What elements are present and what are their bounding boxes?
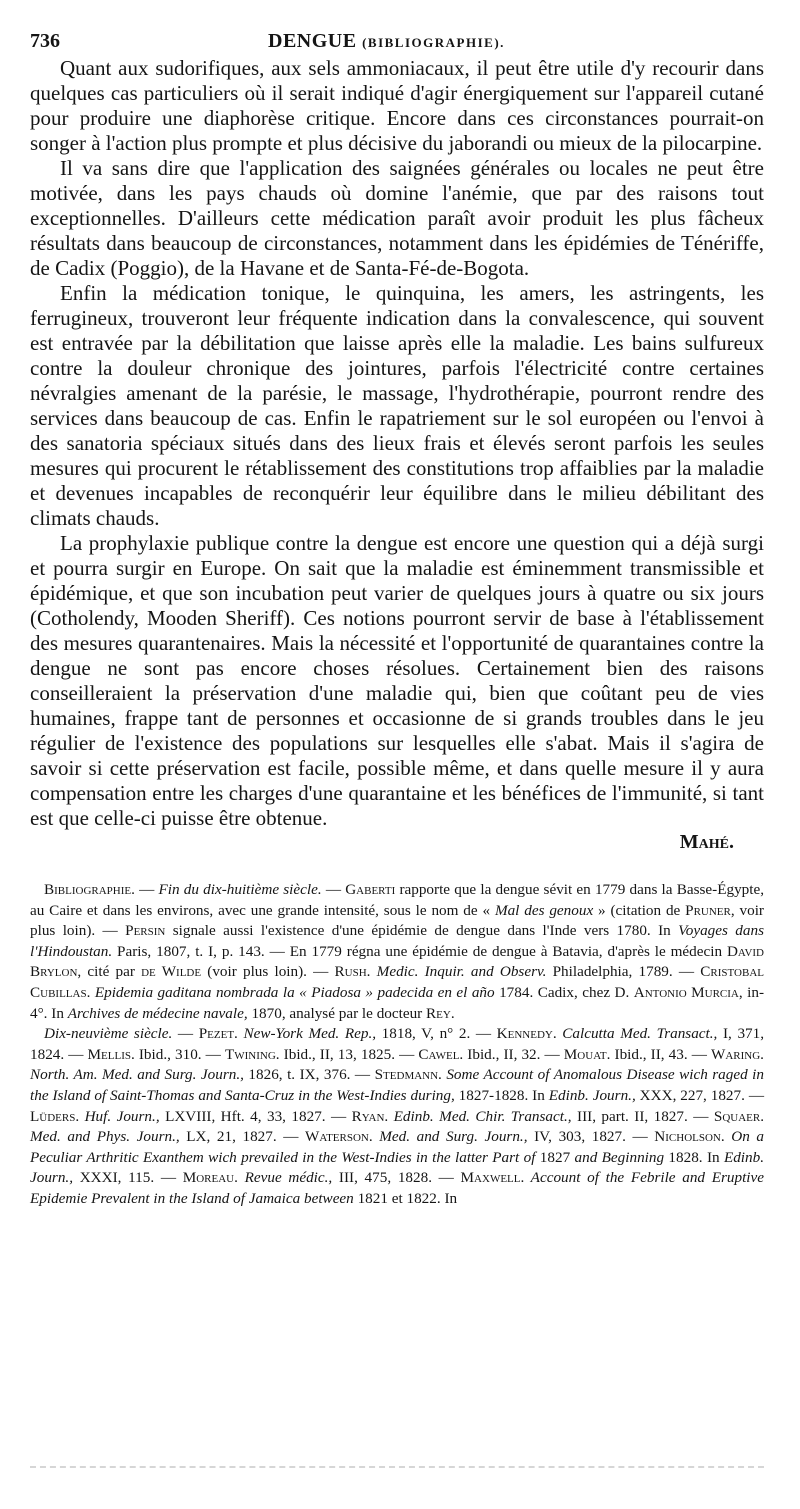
bibliography-segment: Paris, 1807, t. I, p. 143. — En 1779 régna une épidémie de dengue à Batavia, d'après le médecin [112,942,727,960]
bibliography-segment: XXX, 227, 1827. — [635,1086,765,1104]
bibliography-segment: Rey. [426,1004,455,1022]
running-head [268,30,505,53]
bibliography-segment: Ibid., II, 32. — [463,1045,564,1063]
bibliography-19th-century [30,1024,764,1209]
bibliography [30,880,764,1210]
bibliography-segment: Pruner [685,901,731,919]
bibliography-segment: , cité par [77,963,142,981]
bibliography-segment: and Beginning [574,1148,665,1166]
signature-line [30,831,764,854]
bibliography-segment: I, 371, 1824. — [30,1025,765,1063]
bibliography-segment: — [172,1025,199,1043]
bibliography-segment: Edinb. Med. Chir. Transact., [388,1107,572,1125]
bibliography-segment: Moreau. [182,1169,238,1187]
bibliography-segment: Mellis. [87,1045,135,1063]
bibliography-segment: Lüders. [30,1107,80,1125]
paragraph-medication-tonique: Enfin la médication tonique, le quinquina, les amers, les astringents, les ferrugineux, trouveront leur fréquente indication dans la convalescence, qui souvent est entravée par la débilitation que laisse après elle la maladie. Les bains sulfureux contre la douleur chronique des jointures, parfois l'électricité contre certaines névralgies amenant de la parésie, le massage, l'hydrothérapie, pourront rendre des services dans beaucoup de cas. Enfin le rapatriement sur le sol européen ou l'envoi à des sanatoria spéciaux situés dans des lieux frais et élevés seront parfois les seules mesures qui procurent le rétablissement des constitutions trop affaiblies par la maladie et devenues incapables de reconquérir leur équilibre dans le milieu débilitant des climats chauds. [30,281,764,530]
bibliography-segment: North. Am. Med. and Surg. Journ., [30,1066,244,1084]
bibliography-segment: Ibid., 310. — [134,1045,225,1063]
running-subtitle: (BIBLIOGRAPHIE). [362,35,505,50]
bibliography-segment: Cawel. [418,1045,464,1063]
bibliography-segment: 1826, t. IX, 376. — [243,1066,375,1084]
bibliography-segment: Dix-neuvième siècle. [44,1025,173,1043]
bibliography-segment: (voir plus loin). — [201,963,335,981]
bibliography-segment: 1827-1828. In [454,1086,549,1104]
bibliography-segment: Antonio Murcia [633,983,739,1001]
bibliography-segment: LX, 21, 1827. — [179,1128,306,1146]
bibliography-segment: Squaer. [713,1107,765,1125]
bibliography-segment: Twining. [224,1045,280,1063]
bibliography-segment: Persin [125,922,166,940]
bibliography-segment: Ibid., II, 43. — [610,1045,712,1063]
bibliography-segment: Kennedy. [496,1025,557,1043]
page-number: 736 [30,30,60,52]
bibliography-segment: Bibliographie. — [44,881,159,898]
bibliography-segment: , in-4°. In [30,983,765,1022]
bibliography-segment: LXVIII, Hft. 4, 33, 1827. — [159,1107,352,1125]
bibliography-segment: Gaberti [345,881,396,898]
bibliography-segment: On a Peculiar Arthritic Exanthem wich prevailed in the West-Indies in the latter Part of [30,1128,765,1166]
bibliography-segment: Edinb. Journ., [548,1086,636,1104]
running-header [30,24,764,52]
bibliography-segment: Mal des genoux [494,901,594,919]
bibliography-segment: XXXI, 115. — [73,1169,183,1187]
bibliography-segment: — [321,881,346,898]
bibliography-segment: Fin du dix-huitième siècle. [158,881,322,898]
page [30,24,764,1210]
bibliography-segment: , voir plus loin). — [30,901,764,940]
paragraph-sudorifiques: Quant aux sudorifiques, aux sels ammoniacaux, il peut être utile d'y recourir dans quelques cas particuliers où il serait indiqué d'agir énergiquement sur l'appareil cutané pour produire une diaphorèse critique. Encore dans ces circonstances pourrait-on songer à l'action plus prompte et plus décisive du jaborandi ou mieux de la pilocarpine. [30,56,764,155]
bibliography-segment: Account of the Febrile and Eruptive Epidemie Prevalent in the Island of Jamaica between [30,1169,764,1207]
bibliography-segment: Archives de médecine navale, [67,1004,248,1022]
bibliography-segment: Voyages dans l'Hindoustan. [30,922,764,960]
bibliography-segment: Waring. [711,1045,764,1063]
bibliography-18th-century [30,880,764,1024]
bibliography-segment: Epidemia gaditana nombrada la « Piadosa » padecida en el año [90,983,495,1001]
bibliography-segment: signale aussi l'existence d'une épidémie de dengue dans l'Inde vers 1780. In [165,922,679,940]
bibliography-segment: Revue médic., [237,1169,333,1187]
bibliography-segment: Ryan. [351,1107,389,1125]
bibliography-segment: Medic. Inquir. and Observ. [370,963,547,981]
bibliography-segment: Maxwell. [460,1169,525,1187]
bibliography-segment: 1870, analysé par le docteur [247,1004,427,1022]
bibliography-segment: » (citation de [593,901,686,919]
bibliography-segment: IV, 303, 1827. — [527,1128,655,1146]
author-signature: Mahé. [679,831,734,853]
bibliography-segment: III, 475, 1828. — [332,1169,461,1187]
bibliography-segment: Cristobal Cubillas. [30,963,764,1001]
bibliography-segment: Nicholson. [654,1128,725,1146]
scan-artifact-line [30,1466,764,1472]
bibliography-segment: Calcutta Med. Transact., [556,1025,718,1043]
bibliography-segment: Philadelphia, 1789. — [546,963,701,981]
bibliography-segment: de Wilde [141,963,202,981]
bibliography-segment: Waterson. [305,1128,373,1146]
paragraph-saignees: Il va sans dire que l'application des saignées générales ou locales ne peut être motivée, dans les pays chauds où domine l'anémie, que par des raisons tout exceptionnelles. D'ailleurs cette médication paraît avoir produit les plus fâcheux résultats dans beaucoup de circonstances, notamment dans les épidémies de Ténériffe, de Cadix (Poggio), de la Havane et de Santa-Fé-de-Bogota. [30,156,764,280]
bibliography-segment: rapporte que la dengue sévit en 1779 dans la Basse-Égypte, au Caire et dans les environs, avec une grande intensité, sous le nom de « [30,881,765,919]
bibliography-segment: III, part. II, 1827. — [571,1107,714,1125]
main-text [30,56,764,854]
bibliography-segment: 1818, V, n° 2. — [376,1025,497,1043]
bibliography-segment: 1828. In [664,1148,724,1166]
bibliography-segment: 1821 et 1822. In [353,1189,458,1207]
running-title: DENGUE [268,30,357,52]
bibliography-segment: Some Account of Anomalous Disease wich raged in the Island of Saint-Thomas and Santa-Cruz in the West-Indies during, [30,1066,764,1104]
bibliography-segment: Ibid., II, 13, 1825. — [279,1045,419,1063]
bibliography-segment: 1827 [535,1148,575,1166]
bibliography-segment: Pezet. [198,1025,238,1043]
bibliography-segment: Med. and Surg. Journ., [372,1128,528,1146]
bibliography-segment: Huf. Journ., [79,1107,160,1125]
paragraph-prophylaxie: La prophylaxie publique contre la dengue est encore une question qui a déjà surgi et pourra surgir en Europe. On sait que la maladie est éminemment transmissible et épidémique, et que son incubation peut varier de quelques jours à quatre ou six jours (Cotholendy, Mooden Sheriff). Ces notions pourront servir de base à l'établissement des mesures quarantenaires. Mais la nécessité et l'opportunité de quarantaines contre la dengue ne sont pas encore choses résolues. Certainement bien des raisons conseilleraient la préservation d'une maladie qui, bien que coûtant peu de vies humaines, frappe tant de personnes et occasionne de si grands troubles dans le jeu régulier de l'existence des populations sur lesquelles elle s'abat. Mais il s'agira de savoir si cette préservation est facile, possible même, et dans quelle mesure il y aura compensation entre les charges d'une quarantaine et les bénéfices de l'immunité, si tant est que celle-ci puisse être obtenue. [30,531,764,830]
bibliography-segment: Edinb. Journ., [30,1148,765,1187]
bibliography-segment: New-York Med. Rep., [237,1025,377,1043]
bibliography-segment: David Brylon [30,942,764,981]
bibliography-segment: Mouat. [563,1045,611,1063]
bibliography-segment: 1784. Cadix, chez D. [494,983,634,1001]
bibliography-segment: Stedmann. [374,1066,442,1084]
bibliography-segment: Med. and Phys. Journ., [30,1128,180,1146]
bibliography-segment: Rush. [334,963,371,981]
